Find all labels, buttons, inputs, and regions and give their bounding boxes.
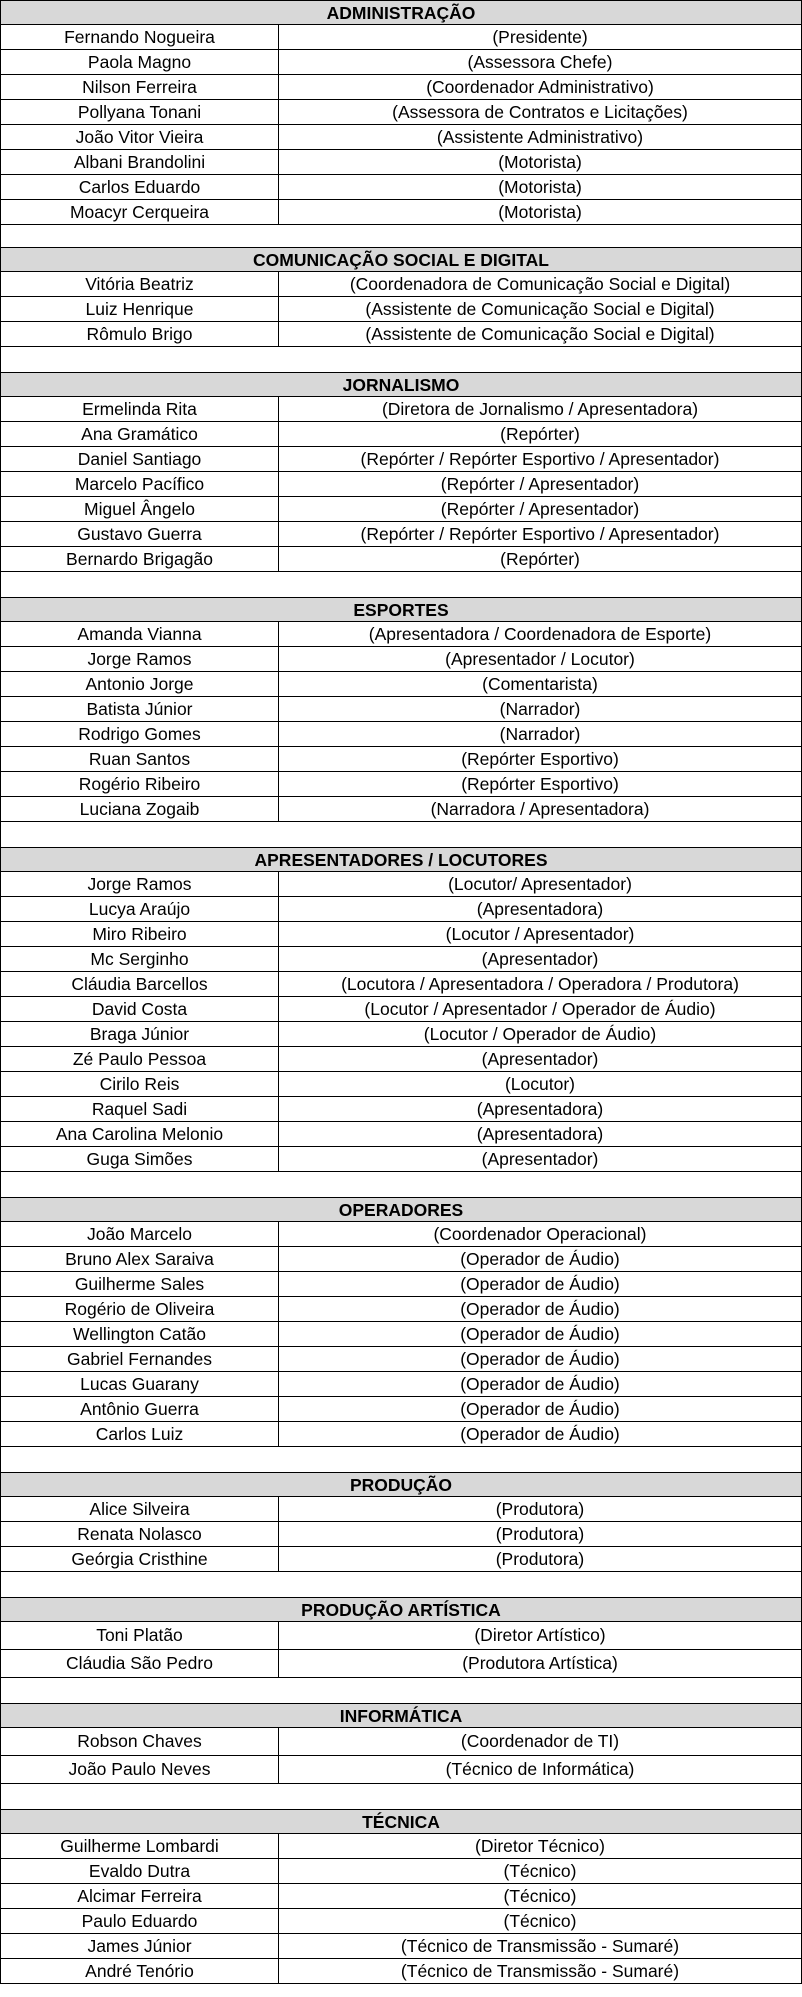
staff-name: Gabriel Fernandes [1,1347,279,1371]
section-spacer [1,1784,801,1809]
staff-name: David Costa [1,997,279,1021]
table-row [1,150,801,175]
staff-name: Wellington Catão [1,1322,279,1346]
section-spacer [1,1447,801,1472]
staff-role: (Produtora) [495,1549,585,1569]
staff-name: Jorge Ramos [1,647,279,671]
staff-role: (Repórter / Apresentador) [440,499,640,519]
staff-name: Antonio Jorge [1,672,279,696]
section [1,1703,801,1809]
staff-role: (Motorista) [498,152,582,172]
staff-name: Fernando Nogueira [1,25,279,49]
table-row [1,1397,801,1422]
table-row [1,100,801,125]
table-row [1,50,801,75]
staff-name: Alice Silveira [1,1497,279,1521]
staff-role: (Operador de Áudio) [460,1274,620,1294]
staff-role: (Locutor/ Apresentador) [448,874,632,894]
staff-role: (Operador de Áudio) [460,1399,620,1419]
table-row [1,1422,801,1447]
staff-name: Rodrigo Gomes [1,722,279,746]
table-row [1,1222,801,1247]
staff-name: Luciana Zogaib [1,797,279,821]
staff-name: Ermelinda Rita [1,397,279,421]
staff-name: Guga Simões [1,1147,279,1171]
section [1,1197,801,1472]
section-spacer [1,1678,801,1703]
section-header: APRESENTADORES / LOCUTORES [1,847,801,872]
staff-role: (Técnico) [503,1886,577,1906]
table-row [1,297,801,322]
staff-role: (Apresentadora) [476,1124,604,1144]
staff-role: (Apresentador) [481,949,599,969]
section-header: COMUNICAÇÃO SOCIAL E DIGITAL [1,247,801,272]
section [1,847,801,1197]
table-row [1,447,801,472]
staff-role: (Operador de Áudio) [460,1374,620,1394]
staff-role: (Assistente de Comunicação Social e Digital) [365,299,715,319]
section [1,0,801,247]
staff-role: (Apresentadora) [476,899,604,919]
section-header: JORNALISMO [1,372,801,397]
table-row [1,1650,801,1678]
staff-name: Batista Júnior [1,697,279,721]
table-row [1,472,801,497]
staff-name: Paulo Eduardo [1,1909,279,1933]
staff-name: Albani Brandolini [1,150,279,174]
table-row [1,697,801,722]
staff-role: (Narrador) [499,699,581,719]
section-header: TÉCNICA [1,1809,801,1834]
staff-name: Alcimar Ferreira [1,1884,279,1908]
staff-role: (Coordenadora de Comunicação Social e Digital) [349,274,731,294]
table-row [1,175,801,200]
staff-role: (Apresentador / Locutor) [445,649,635,669]
staff-name: Guilherme Lombardi [1,1834,279,1858]
table-row [1,1022,801,1047]
section-header: ESPORTES [1,597,801,622]
staff-role: (Repórter / Repórter Esportivo / Apresentador) [360,524,720,544]
staff-role: (Produtora) [495,1499,585,1519]
staff-name: Raquel Sadi [1,1097,279,1121]
staff-role: (Locutora / Apresentadora / Operadora / Produtora) [341,974,739,994]
staff-name: Robson Chaves [1,1728,279,1755]
table-row [1,872,801,897]
staff-name: Nilson Ferreira [1,75,279,99]
table-row [1,1909,801,1934]
staff-name: Marcelo Pacífico [1,472,279,496]
table-row [1,522,801,547]
staff-name: Lucya Araújo [1,897,279,921]
table-row [1,947,801,972]
staff-role: (Locutor / Operador de Áudio) [423,1024,657,1044]
staff-name: Rômulo Brigo [1,322,279,346]
staff-role: (Repórter Esportivo) [461,774,619,794]
table-row [1,1884,801,1909]
staff-role: (Apresentador) [481,1049,599,1069]
section [1,1472,801,1597]
staff-name: Ana Gramático [1,422,279,446]
staff-role: (Técnico de Transmissão - Sumaré) [400,1961,680,1981]
section-spacer [1,572,801,597]
staff-role: (Presidente) [492,27,588,47]
staff-role: (Diretor Artístico) [474,1625,606,1645]
section-spacer [1,1572,801,1597]
staff-name: Gustavo Guerra [1,522,279,546]
table-row [1,1072,801,1097]
staff-name: Moacyr Cerqueira [1,200,279,224]
section-spacer [1,1172,801,1197]
staff-role: (Diretora de Jornalismo / Apresentadora) [381,399,699,419]
staff-role: (Apresentadora / Coordenadora de Esporte) [368,624,712,644]
table-row [1,1272,801,1297]
table-row [1,922,801,947]
table-row [1,422,801,447]
staff-name: Paola Magno [1,50,279,74]
section-header: PRODUÇÃO [1,1472,801,1497]
staff-role: (Operador de Áudio) [460,1349,620,1369]
staff-role: (Assistente Administrativo) [436,127,644,147]
table-row [1,1097,801,1122]
staff-name: Mc Serginho [1,947,279,971]
table-row [1,1547,801,1572]
staff-name: Renata Nolasco [1,1522,279,1546]
staff-name: Cirilo Reis [1,1072,279,1096]
staff-role: (Assessora de Contratos e Licitações) [392,102,688,122]
table-row [1,647,801,672]
section-spacer [1,822,801,847]
staff-role: (Repórter / Apresentador) [440,474,640,494]
staff-name: Pollyana Tonani [1,100,279,124]
staff-role: (Motorista) [498,177,582,197]
staff-role: (Técnico de Transmissão - Sumaré) [400,1936,680,1956]
staff-role: (Operador de Áudio) [460,1324,620,1344]
staff-role: (Coordenador Administrativo) [426,77,654,97]
table-row [1,722,801,747]
staff-name: Rogério de Oliveira [1,1297,279,1321]
staff-name: Lucas Guarany [1,1372,279,1396]
staff-name: Carlos Eduardo [1,175,279,199]
table-row [1,497,801,522]
table-row [1,1322,801,1347]
table-row [1,1622,801,1650]
table-row [1,897,801,922]
table-row [1,622,801,647]
staff-role: (Assistente de Comunicação Social e Digital) [365,324,715,344]
staff-name: Amanda Vianna [1,622,279,646]
section [1,1809,801,1984]
staff-role: (Operador de Áudio) [460,1424,620,1444]
table-row [1,1522,801,1547]
staff-role: (Produtora) [495,1524,585,1544]
staff-role: (Repórter) [500,424,580,444]
table-row [1,547,801,572]
staff-role: (Locutor / Apresentador / Operador de Áudio) [364,999,716,1019]
staff-name: Ruan Santos [1,747,279,771]
section-header: PRODUÇÃO ARTÍSTICA [1,1597,801,1622]
staff-role: (Operador de Áudio) [460,1249,620,1269]
table-row [1,1728,801,1756]
staff-name: Evaldo Dutra [1,1859,279,1883]
staff-role: (Coordenador Operacional) [433,1224,647,1244]
table-row [1,672,801,697]
table-row [1,200,801,225]
section-header: INFORMÁTICA [1,1703,801,1728]
staff-role: (Diretor Técnico) [475,1836,605,1856]
staff-role: (Operador de Áudio) [460,1299,620,1319]
staff-role: (Apresentadora) [476,1099,604,1119]
table-row [1,1122,801,1147]
table-row [1,272,801,297]
table-row [1,1147,801,1172]
table-row [1,25,801,50]
section [1,372,801,597]
section [1,1597,801,1703]
staff-name: Bruno Alex Saraiva [1,1247,279,1271]
section-spacer [1,225,801,247]
staff-role: (Repórter / Repórter Esportivo / Apresentador) [360,449,720,469]
staff-name: Daniel Santiago [1,447,279,471]
staff-name: Vitória Beatriz [1,272,279,296]
staff-role: (Locutor / Apresentador) [445,924,635,944]
staff-name: Geórgia Cristhine [1,1547,279,1571]
staff-name: Guilherme Sales [1,1272,279,1296]
staff-name: Zé Paulo Pessoa [1,1047,279,1071]
section [1,597,801,847]
section-header: ADMINISTRAÇÃO [1,0,801,25]
staff-name: Jorge Ramos [1,872,279,896]
staff-name: Braga Júnior [1,1022,279,1046]
table-row [1,772,801,797]
staff-role: (Narrador) [499,724,581,744]
table-row [1,997,801,1022]
staff-name: Luiz Henrique [1,297,279,321]
table-row [1,797,801,822]
staff-name: Rogério Ribeiro [1,772,279,796]
staff-role: (Técnico) [503,1861,577,1881]
table-row [1,322,801,347]
staff-role: (Assessora Chefe) [467,52,613,72]
table-row [1,125,801,150]
staff-name: Miguel Ângelo [1,497,279,521]
staff-name: Miro Ribeiro [1,922,279,946]
table-row [1,1347,801,1372]
table-row [1,1247,801,1272]
table-row [1,397,801,422]
table-row [1,75,801,100]
staff-role: (Repórter) [500,549,580,569]
table-row [1,972,801,997]
staff-role: (Repórter Esportivo) [461,749,619,769]
table-row [1,1047,801,1072]
table-row [1,1959,801,1984]
staff-name: João Paulo Neves [1,1756,279,1783]
table-row [1,1859,801,1884]
table-row [1,1934,801,1959]
staff-name: Cláudia Barcellos [1,972,279,996]
staff-name: Ana Carolina Melonio [1,1122,279,1146]
staff-role: (Técnico de Informática) [445,1759,635,1779]
staff-name: André Tenório [1,1959,279,1983]
section-spacer [1,347,801,372]
table-row [1,1497,801,1522]
staff-name: João Vitor Vieira [1,125,279,149]
staff-name: Cláudia São Pedro [1,1650,279,1677]
table-row [1,1834,801,1859]
table-row [1,747,801,772]
staff-role: (Comentarista) [482,674,598,694]
section [1,247,801,372]
table-row [1,1756,801,1784]
table-row [1,1372,801,1397]
staff-role: (Produtora Artística) [462,1653,618,1673]
staff-role: (Apresentador) [481,1149,599,1169]
staff-role: (Locutor) [504,1074,576,1094]
table-row [1,1297,801,1322]
staff-name: Antônio Guerra [1,1397,279,1421]
staff-name: Carlos Luiz [1,1422,279,1446]
section-header: OPERADORES [1,1197,801,1222]
staff-role: (Narradora / Apresentadora) [430,799,650,819]
staff-name: Bernardo Brigagão [1,547,279,571]
staff-role: (Coordenador de TI) [460,1731,620,1751]
staff-name: Toni Platão [1,1622,279,1649]
staff-name: James Júnior [1,1934,279,1958]
staff-name: João Marcelo [1,1222,279,1246]
staff-role: (Técnico) [503,1911,577,1931]
staff-role: (Motorista) [498,202,582,222]
